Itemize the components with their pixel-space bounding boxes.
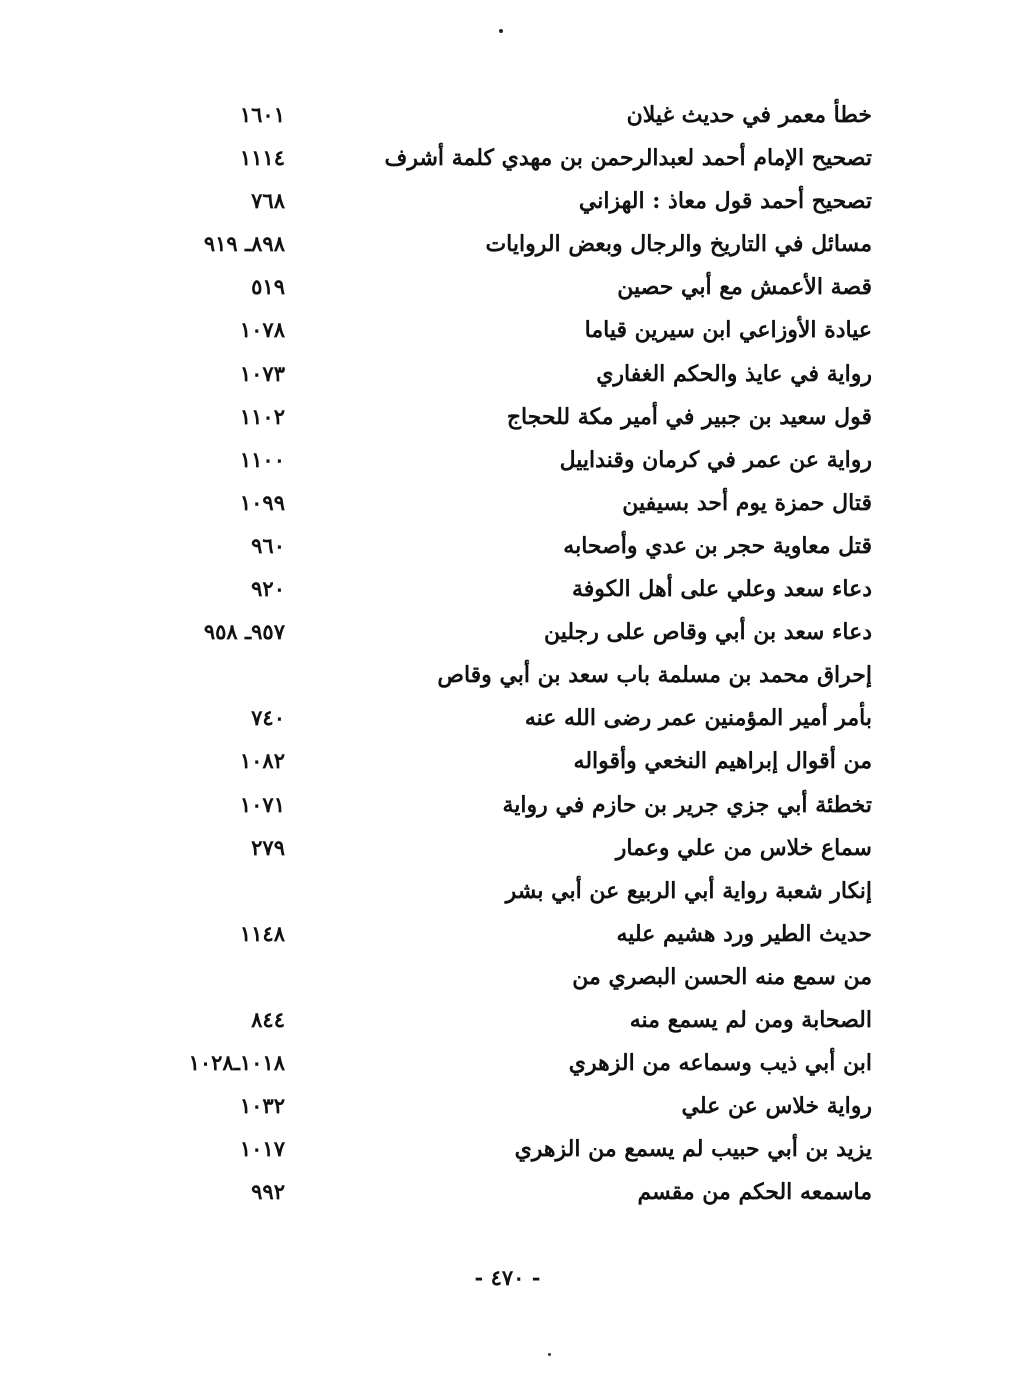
entry-page-number: ١٠٨٢: [239, 748, 285, 774]
index-list: [0, 96, 1015, 1216]
entry-page-number: ٩٩٢: [251, 1179, 285, 1205]
index-entry: [0, 182, 1015, 225]
entry-page-number: ٧٤٠: [251, 705, 285, 731]
entry-text: من أقوال إبراهيم النخعي وأقواله: [573, 748, 872, 775]
entry-page-number: ٩٦٠: [251, 532, 285, 558]
entry-page-number: ٩٥٧ـ ٩٥٨: [203, 619, 285, 645]
entry-page-number: ١٠١٨ـ١٠٢٨: [188, 1050, 285, 1076]
index-entry: [0, 527, 1015, 570]
index-entry: [0, 742, 1015, 785]
entry-page-number: ١٠٧٣: [239, 360, 285, 386]
index-entry: [0, 786, 1015, 829]
entry-text: إحراق محمد بن مسلمة باب سعد بن أبي وقاص: [437, 662, 872, 689]
index-entry: [0, 829, 1015, 872]
entry-text: حديث الطير ورد هشيم عليه: [616, 920, 872, 947]
entry-text: قصة الأعمش مع أبي حصين: [617, 274, 872, 301]
entry-page-number: ١٠٧٨: [239, 317, 285, 343]
index-entry: [0, 1130, 1015, 1173]
index-entry: [0, 225, 1015, 268]
entry-text: قول سعيد بن جبير في أمير مكة للحجاج: [506, 403, 872, 430]
entry-page-number: ٩٢٠: [251, 576, 285, 602]
index-entry: [0, 311, 1015, 354]
entry-text: الصحابة ومن لم يسمع منه: [629, 1006, 872, 1033]
entry-page-number: ١٠١٧: [239, 1136, 285, 1162]
entry-text: ابن أبي ذيب وسماعه من الزهري: [568, 1050, 872, 1077]
entry-text: تخطئة أبي جزي جرير بن حازم في رواية: [502, 791, 872, 818]
entry-text: مسائل في التاريخ والرجال وبعض الروايات: [485, 231, 872, 258]
entry-text: دعاء سعد بن أبي وقاص على رجلين: [543, 619, 872, 646]
entry-text: يزيد بن أبي حبيب لم يسمع من الزهري: [514, 1136, 872, 1163]
entry-page-number: ١٠٧١: [239, 791, 285, 817]
scan-speck: [499, 29, 503, 33]
index-entry: [0, 139, 1015, 182]
entry-text: ماسمعه الحكم من مقسم: [637, 1179, 872, 1206]
entry-text: تصحيح الإمام أحمد لعبدالرحمن بن مهدي كلمة أشرف: [384, 145, 872, 172]
index-entry: [0, 355, 1015, 398]
entry-text: سماع خلاس من علي وعمار: [615, 834, 872, 861]
entry-page-number: ١٦٠١: [239, 102, 285, 127]
entry-text: رواية عن عمر في كرمان وقنداييل: [559, 446, 872, 473]
entry-text: من سمع منه الحسن البصري من: [572, 963, 872, 990]
entry-text: رواية في عايذ والحكم الغفاري: [596, 360, 872, 387]
index-entry: [0, 699, 1015, 742]
entry-page-number: ٢٧٩: [251, 834, 285, 860]
entry-page-number: ١١٠٢: [239, 403, 285, 429]
index-entry: [0, 268, 1015, 311]
entry-page-number: ١٠٩٩: [239, 489, 285, 515]
index-entry: [0, 613, 1015, 656]
index-entry: [0, 872, 1015, 915]
entry-page-number: ٨٩٨ـ ٩١٩: [203, 231, 285, 257]
entry-text: بأمر أمير المؤمنين عمر رضى الله عنه: [524, 705, 872, 732]
entry-text: دعاء سعد وعلي على أهل الكوفة: [572, 576, 872, 603]
index-entry: [0, 656, 1015, 699]
index-entry: [0, 398, 1015, 441]
entry-text: إنكار شعبة رواية أبي الربيع عن أبي بشر: [505, 877, 872, 904]
entry-page-number: ١١١٤: [239, 145, 285, 171]
entry-page-number: ١٠٣٢: [239, 1093, 285, 1119]
index-entry: [0, 1044, 1015, 1087]
entry-page-number: ٨٤٤: [251, 1006, 285, 1032]
index-entry: [0, 96, 1015, 139]
entry-text: تصحيح أحمد قول معاذ : الهزاني: [578, 188, 872, 215]
entry-text: قتل معاوية حجر بن عدي وأصحابه: [563, 532, 872, 559]
index-entry: [0, 958, 1015, 1001]
entry-page-number: ٧٦٨: [251, 188, 285, 214]
index-entry: [0, 484, 1015, 527]
entry-text: رواية خلاس عن علي: [681, 1093, 872, 1120]
entry-text: قتال حمزة يوم أحد بسيفين: [622, 489, 872, 516]
index-entry: [0, 1001, 1015, 1044]
scan-speck: [548, 1353, 551, 1356]
page-number: - ٤٧٠ -: [474, 1265, 541, 1290]
index-entry: [0, 441, 1015, 484]
index-entry: [0, 570, 1015, 613]
index-entry: [0, 1173, 1015, 1216]
entry-page-number: ١١٤٨: [239, 920, 285, 946]
entry-text: خطأ معمر في حديث غيلان: [626, 102, 872, 128]
entry-text: عيادة الأوزاعي ابن سيرين قياما: [584, 317, 872, 344]
entry-page-number: ١١٠٠: [239, 446, 285, 472]
index-entry: [0, 915, 1015, 958]
index-entry: [0, 1087, 1015, 1130]
entry-page-number: ٥١٩: [251, 274, 285, 300]
